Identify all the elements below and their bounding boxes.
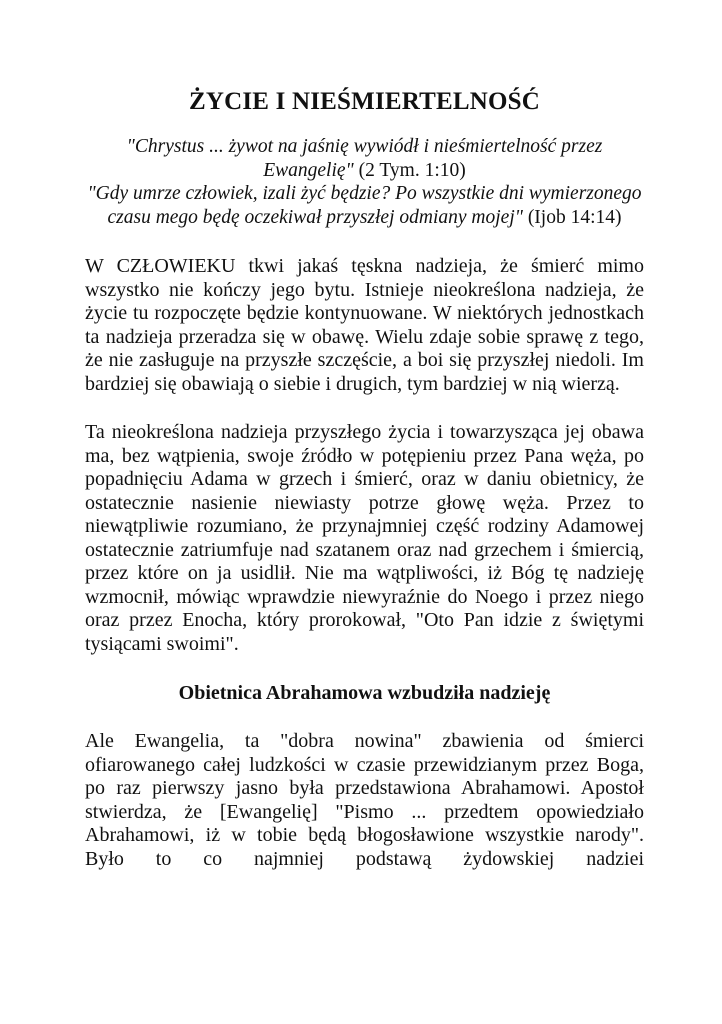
section-heading: Obietnica Abrahamowa wzbudziła nadzieję bbox=[178, 682, 551, 704]
paragraph-3: Ale Ewangelia, ta "dobra nowina" zbawienia od śmierci ofiarowanego całej ludzkości w czasie przewidzianym przez Boga, po raz pierwszy jasno była przedstawiona Abrahamowi. Apostoł stwierdza, że [Ewangelię] "Pismo ... przedtem opowiedziało Abrahamowi, iż w tobie będą błogosławione wszystkie narody". Było to co najmniej podstawą żydowskiej nadziei bbox=[85, 730, 644, 870]
motto-1-reference: (2 Tym. 1:10) bbox=[353, 159, 466, 181]
motto-1-quote: "Chrystus ... żywot na jaśnię wywiódł i nieśmiertelność przez Ewangelię" bbox=[126, 136, 603, 181]
motto-2-reference: (Ijob 14:14) bbox=[522, 206, 622, 228]
paragraph-1: W CZŁOWIEKU tkwi jakaś tęskna nadzieja, że śmierć mimo wszystko nie kończy jego bytu. Istnieje nieokreślona nadzieja, że życie tu rozpoczęte będzie kontynuowane. W niektórych jednostkach ta nadzieja przeradza się w obawę. Wielu zdaje sobie sprawę z tego, że nie zasługuje na przyszłe szczęście, a boi się przyszłej niedoli. Im bardziej się obawiają o siebie i drugich, tym bardziej w nią wierzą. bbox=[85, 255, 644, 395]
motto-block bbox=[85, 135, 644, 229]
document-page bbox=[85, 86, 644, 896]
motto-1 bbox=[85, 135, 644, 182]
motto-2-quote: "Gdy umrze człowiek, izali żyć będzie? Po wszystkie dni wymierzonego czasu mego będę oczekiwał przyszłej odmiany mojej" bbox=[87, 183, 642, 228]
paragraph-2: Ta nieokreślona nadzieja przyszłego życia i towarzysząca jej obawa ma, bez wątpienia, swoje źródło w potępieniu przez Pana węża, po popadnięciu Adama w grzech i śmierć, oraz w daniu obietnicy, że ostatecznie nasienie niewiasty potrze głowę węża. Przez to niewątpliwie rozumiano, że przynajmniej część rodziny Adamowej ostatecznie zatriumfuje nad szatanem oraz nad grzechem i śmiercią, przez które on ja usidlił. Nie ma wątpliwości, iż Bóg tę nadzieję wzmocnił, mówiąc wprawdzie niewyraźnie do Noego i przez niego oraz przez Enocha, który prorokował, "Oto Pan idzie z świętymi tysiącami swoimi". bbox=[85, 421, 644, 655]
document-title: ŻYCIE I NIEŚMIERTELNOŚĆ bbox=[188, 88, 541, 115]
motto-2 bbox=[85, 182, 644, 229]
